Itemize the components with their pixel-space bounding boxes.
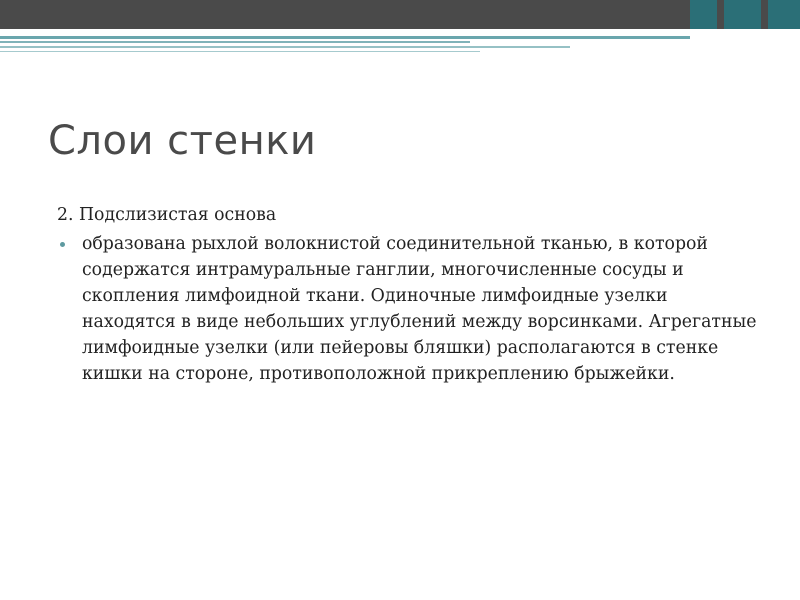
accent-line: [0, 51, 480, 52]
accent-box: [724, 0, 761, 29]
bullet-item: [60, 231, 760, 387]
slide-title: Слои стенки: [48, 118, 317, 164]
bullet-icon: [60, 242, 65, 247]
top-band: [0, 0, 800, 29]
accent-line: [0, 41, 470, 43]
accent-line: [0, 46, 570, 48]
slide-body: [57, 202, 760, 387]
accent-box: [768, 0, 800, 29]
subheading: 2. Подслизистая основа: [57, 205, 277, 225]
accent-line: [0, 36, 690, 39]
accent-box: [690, 0, 717, 29]
bullet-text: образована рыхлой волокнистой соединительной тканью, в которой содержатся интрамуральные ганглии, многочисленные сосуды и скопления лимфоидной ткани. Одиночные лимфоидные узелки находятся в виде небольших углублений между ворсинками. Агрегатные лимфоидные узелки (или пейеровы бляшки) располагаются в стенке кишки на стороне, противоположной прикреплению брыжейки.: [82, 234, 757, 384]
